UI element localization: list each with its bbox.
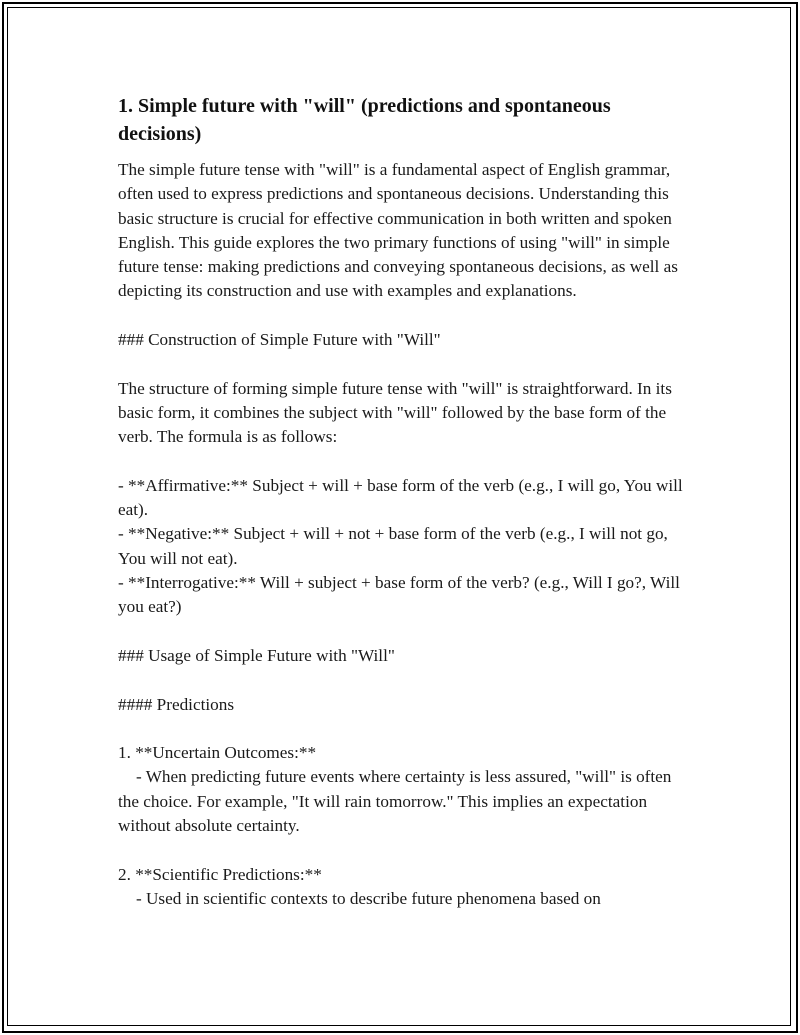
spacer <box>118 668 688 692</box>
list-item-body-text: - When predicting future events where certainty is less assured, "will" is often the choice. For example, "It will rain tomorrow." This implies an expectation without absolute certainty. <box>118 767 676 836</box>
construction-paragraph: The structure of forming simple future tense with "will" is straightforward. In its basic form, it combines the subject with "will" followed by the base form of the verb. The formula is as follows: <box>118 378 677 447</box>
spacer <box>118 717 688 741</box>
spacer <box>118 450 688 474</box>
construction-heading: ### Construction of Simple Future with "Will" <box>118 330 441 350</box>
document-body <box>118 92 688 911</box>
bullet-negative: - **Negative:** Subject + will + not + base form of the verb (e.g., I will not go, You will not eat). <box>118 524 672 568</box>
list-item-title: 2. **Scientific Predictions:** <box>118 864 322 884</box>
spacer <box>118 838 688 862</box>
bullet-affirmative: - **Affirmative:** Subject + will + base form of the verb (e.g., I will go, You will eat). <box>118 475 687 520</box>
spacer <box>118 304 688 328</box>
list-item-body <box>118 887 688 911</box>
usage-heading: ### Usage of Simple Future with "Will" <box>118 645 395 665</box>
list-item-title: 1. **Uncertain Outcomes:** <box>118 743 317 763</box>
section-heading: 1. Simple future with "will" (predictions and spontaneous decisions) <box>118 95 611 145</box>
intro-paragraph: The simple future tense with "will" is a fundamental aspect of English grammar, often used to express predictions and spontaneous decisions. Understanding this basic structure is crucial for effective communication in both written and spoken English. This guide explores the two primary functions of using "will" in simple future tense: making predictions and conveying spontaneous decisions, as well as depicting its construction and use with examples and explanations. <box>118 160 683 301</box>
bullet-interrogative: - **Interrogative:** Will + subject + base form of the verb? (e.g., Will I go?, Will you eat?) <box>118 573 685 617</box>
spacer <box>118 620 688 644</box>
list-item-body-text: - Used in scientific contexts to describe future phenomena based on <box>136 888 601 908</box>
predictions-heading: #### Predictions <box>118 694 235 714</box>
list-item-body <box>118 765 688 838</box>
spacer <box>118 352 688 376</box>
